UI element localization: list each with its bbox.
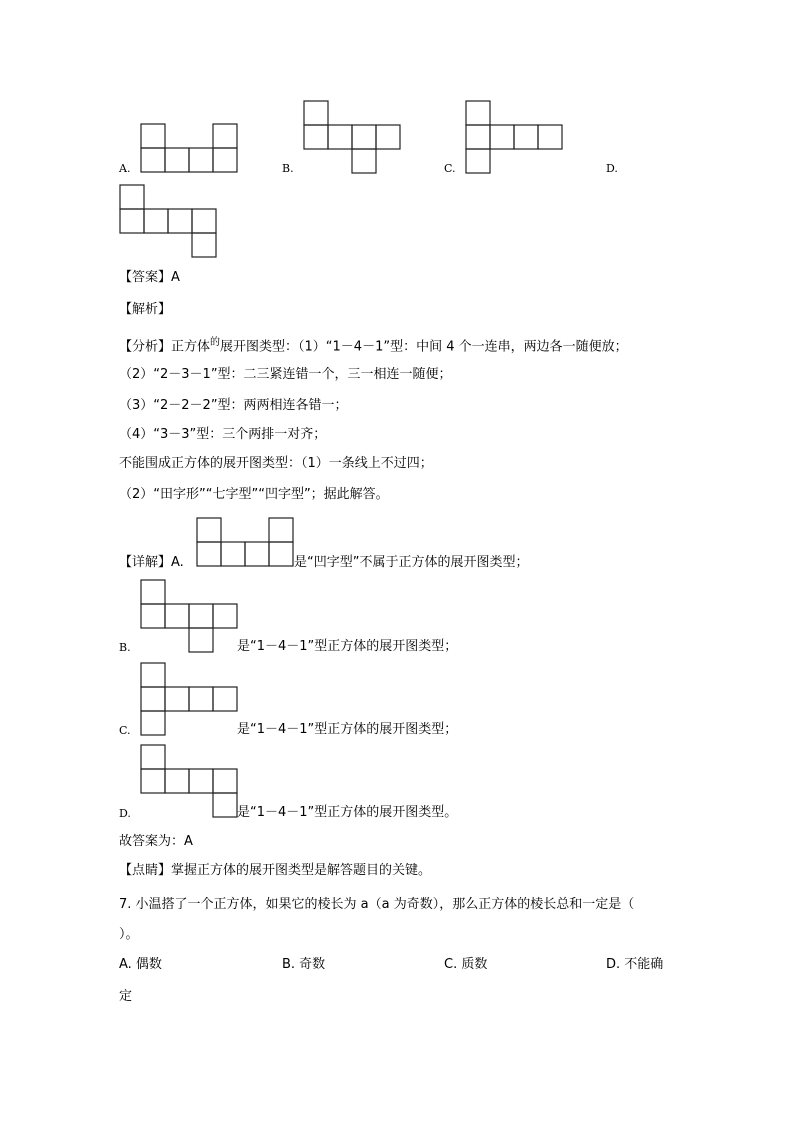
q7-option-b: B. 奇数	[282, 957, 326, 972]
tip: 【点睛】掌握正方体的展开图类型是解答题目的关键。	[119, 863, 432, 878]
net-square	[466, 101, 490, 125]
net-square	[141, 580, 165, 604]
net-square	[120, 185, 144, 209]
net-square	[213, 769, 237, 793]
question-7-stem: 7. 小温搭了一个正方体，如果它的棱长为 a（a 为奇数），那么正方体的棱长总和一定是（	[119, 897, 635, 912]
net-square	[141, 124, 165, 148]
net-square	[141, 711, 165, 735]
detail-c-text: 是“1－4－1”型正方体的展开图类型；	[237, 722, 458, 737]
analysis-line-4: （4）“3－3”型：三个两排一对齐；	[119, 427, 327, 442]
net-square	[144, 209, 168, 233]
cube-net-option-d	[120, 185, 216, 257]
answer: 【答案】A	[119, 270, 180, 285]
net-square	[189, 148, 213, 172]
net-square	[141, 604, 165, 628]
net-square	[189, 604, 213, 628]
net-square	[192, 209, 216, 233]
net-square	[141, 769, 165, 793]
q7-option-a: A. 偶数	[119, 957, 162, 972]
net-square	[197, 518, 221, 542]
net-square	[304, 125, 328, 149]
net-square	[352, 149, 376, 173]
cube-net-option-b	[304, 101, 400, 173]
detail-d-text: 是“1－4－1”型正方体的展开图类型。	[237, 805, 458, 820]
net-square	[213, 604, 237, 628]
detail-net-d	[141, 745, 237, 817]
detail-b-label: B.	[119, 641, 131, 654]
net-square	[165, 604, 189, 628]
net-square	[192, 233, 216, 257]
q7-option-d-wrap: 定	[119, 989, 133, 1004]
net-square	[304, 101, 328, 125]
detail-prefix: 【详解】A.	[119, 555, 184, 570]
analysis-heading: 【解析】	[119, 302, 172, 317]
analysis-line-1: 【分析】正方体$^的$展开图类型：（1）“1－4－1”型：中间 4 个一连串，两边各一随便放；	[119, 337, 628, 355]
net-square	[197, 542, 221, 566]
detail-d-label: D.	[119, 807, 131, 820]
net-square	[165, 148, 189, 172]
net-square	[213, 124, 237, 148]
analysis-line-6: （2）“田字形”“七字型”“凹字型”；据此解答。	[119, 487, 389, 502]
net-square	[189, 687, 213, 711]
analysis-line-2: （2）“2－3－1”型：二三紧连错一个，三一相连一随便；	[119, 367, 452, 382]
net-square	[466, 125, 490, 149]
net-square	[213, 687, 237, 711]
net-square	[245, 542, 269, 566]
option-d-label: D.	[606, 162, 618, 175]
net-square	[328, 125, 352, 149]
net-square	[168, 209, 192, 233]
option-a-label: A.	[119, 162, 131, 175]
cube-net-option-c	[466, 101, 562, 173]
net-square	[538, 125, 562, 149]
detail-c-label: C.	[119, 724, 131, 737]
net-square	[514, 125, 538, 149]
net-square	[120, 209, 144, 233]
net-square	[165, 769, 189, 793]
net-square	[141, 687, 165, 711]
q7-option-d: D. 不能确	[606, 957, 664, 972]
detail-net-a	[197, 518, 293, 566]
analysis-line-3: （3）“2－2－2”型：两两相连各错一；	[119, 398, 348, 413]
analysis-line-5: 不能围成正方体的展开图类型：（1）一条线上不过四；	[119, 456, 433, 471]
net-square	[269, 518, 293, 542]
net-square	[189, 628, 213, 652]
option-b-label: B.	[282, 162, 294, 175]
conclusion: 故答案为：A	[119, 834, 193, 849]
net-square	[141, 148, 165, 172]
question-7-stem-end: ）。	[119, 927, 139, 942]
net-square	[141, 745, 165, 769]
net-square	[376, 125, 400, 149]
net-square	[189, 769, 213, 793]
net-square	[141, 663, 165, 687]
net-square	[352, 125, 376, 149]
cube-net-option-a	[141, 124, 237, 172]
net-square	[213, 793, 237, 817]
net-square	[490, 125, 514, 149]
net-square	[269, 542, 293, 566]
detail-net-b	[141, 580, 237, 652]
detail-a-text: 是“凹字型”不属于正方体的展开图类型；	[294, 555, 529, 570]
detail-net-c	[141, 663, 237, 735]
q7-option-c: C. 质数	[444, 957, 488, 972]
net-square	[213, 148, 237, 172]
net-square	[221, 542, 245, 566]
net-square	[466, 149, 490, 173]
detail-b-text: 是“1－4－1”型正方体的展开图类型；	[237, 639, 458, 654]
option-c-label: C.	[444, 162, 456, 175]
net-square	[165, 687, 189, 711]
